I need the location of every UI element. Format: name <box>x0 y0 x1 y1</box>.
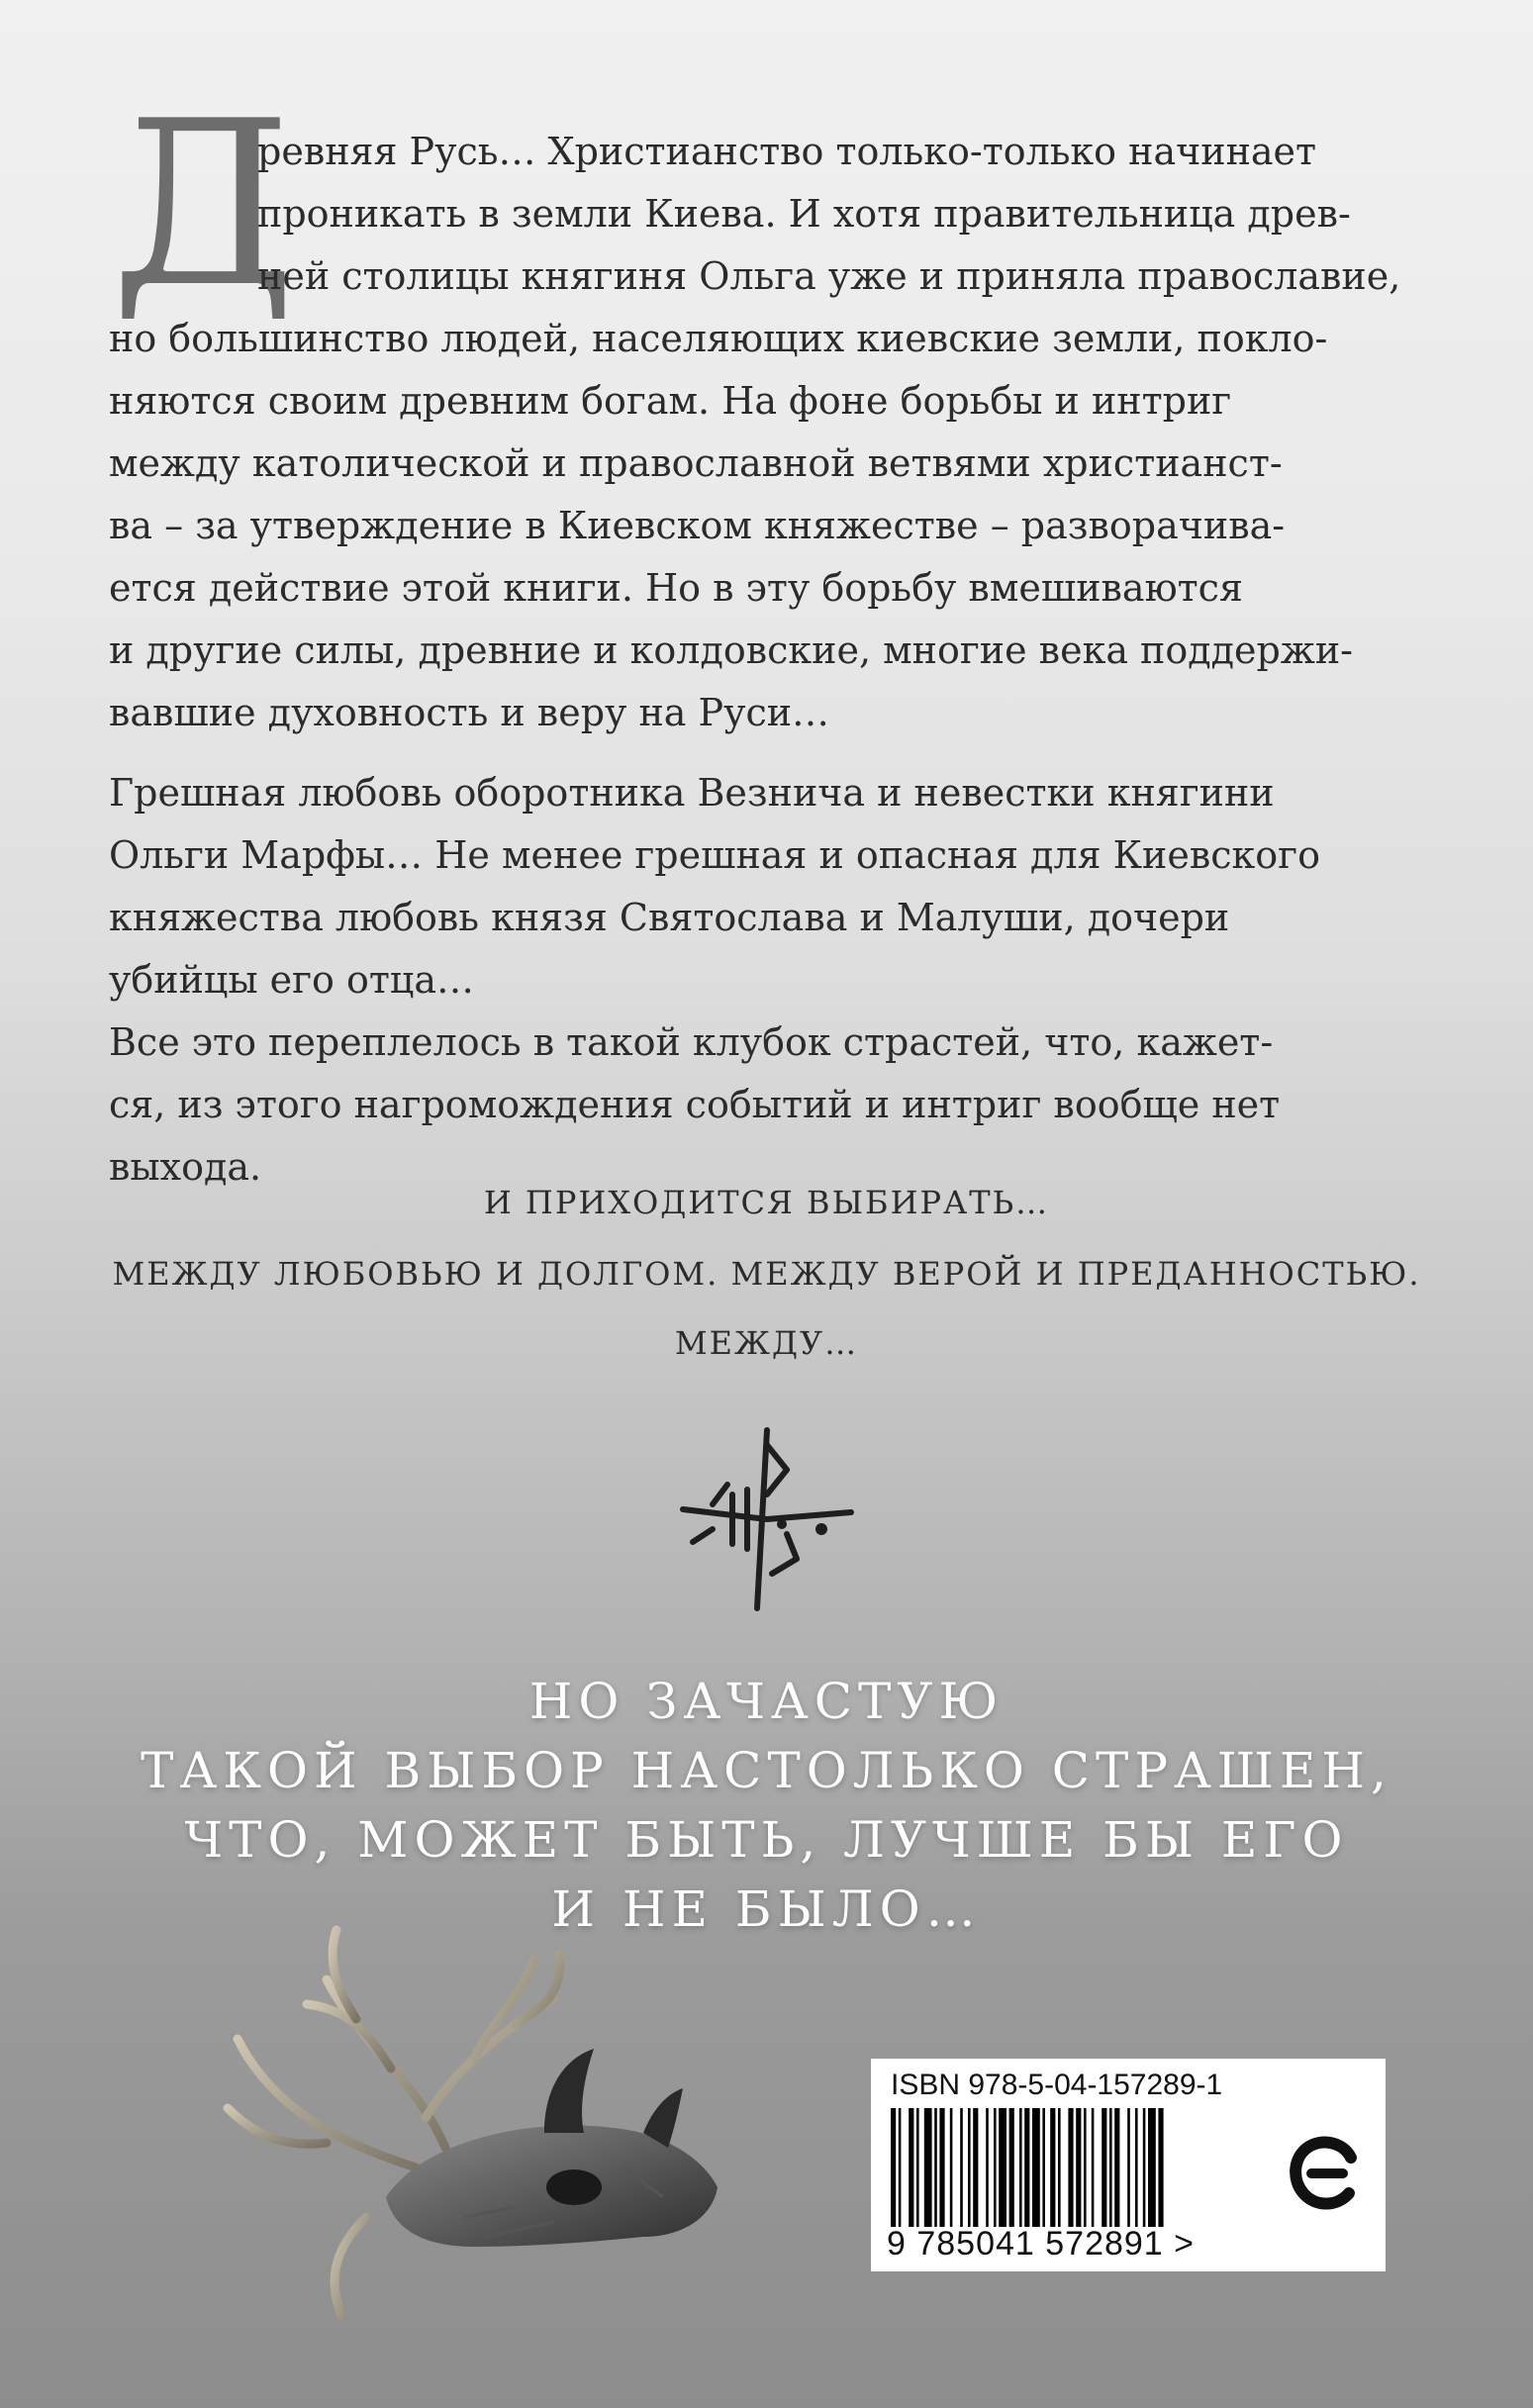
barcode-bar <box>1084 2108 1087 2227</box>
barcode-bar <box>1058 2108 1061 2227</box>
barcode-bar <box>1042 2108 1045 2227</box>
barcode-bar <box>1158 2108 1163 2227</box>
barcode-bar <box>1127 2108 1130 2227</box>
tagline-line-2: ТАКОЙ ВЫБОР НАСТОЛЬКО СТРАШЕН, <box>141 1742 1392 1799</box>
intro-paragraph <box>109 121 1425 744</box>
tagline-line-3: ЧТО, МОЖЕТ БЫТЬ, ЛУЧШЕ БЫ ЕГО <box>184 1811 1349 1869</box>
barcode-bar <box>891 2108 896 2227</box>
barcode-bar <box>934 2108 937 2227</box>
barcode-bar <box>916 2108 919 2227</box>
tagline-line-1: НО ЗАЧАСТУЮ <box>528 1673 1005 1730</box>
barcode-bar <box>1148 2108 1156 2227</box>
barcode-bar <box>1135 2108 1138 2227</box>
paragraph-line: убийцы его отца… <box>109 958 474 1002</box>
paragraph-line: ется действие этой книги. Но в эту борьбу вмешиваются <box>109 566 1243 610</box>
antlered-skull-illustration <box>218 1920 732 2336</box>
barcode-bar <box>1102 2108 1106 2227</box>
barcode-bar <box>1024 2108 1029 2227</box>
barcode-bar <box>994 2108 997 2227</box>
paragraph-line: но большинство людей, населяющих киевские земли, покло- <box>109 317 1328 360</box>
isbn-barcode-block <box>871 2059 1386 2271</box>
barcode-bar <box>924 2108 932 2227</box>
barcode-bar <box>899 2108 902 2227</box>
eksmo-logo-icon <box>1282 2128 1371 2217</box>
paragraph-line: ва – за утверждение в Киевском княжестве – разворачива- <box>109 504 1286 547</box>
paragraph-line: няются своим древним богам. На фоне борьбы и интриг <box>109 379 1232 423</box>
isbn-label: ISBN 978-5-04-157289-1 <box>891 2069 1223 2101</box>
rune-ornament-icon <box>673 1425 861 1613</box>
barcode-bar <box>1009 2108 1014 2227</box>
caps-line-between: МЕЖДУ ЛЮБОВЬЮ И ДОЛГОМ. МЕЖДУ ВЕРОЙ И ПРЕДАННОСТЬЮ. <box>112 1255 1421 1293</box>
barcode-bar <box>1143 2108 1146 2227</box>
barcode-bar <box>1092 2108 1095 2227</box>
paragraph-line: и другие силы, древние и колдовские, многие века поддержи- <box>109 628 1353 672</box>
paragraph-line: княжества любовь князя Святослава и Малуши, дочери <box>109 896 1230 939</box>
paragraph-line: Все это переплелось в такой клубок страстей, что, кажет- <box>109 1020 1274 1064</box>
tagline-line-4: И НЕ БЫЛО… <box>551 1880 982 1938</box>
barcode-bar <box>1076 2108 1081 2227</box>
barcode-bar <box>1050 2108 1055 2227</box>
paragraph-line: ней столицы княгиня Ольга уже и приняла православие, <box>257 254 1401 298</box>
barcode-bar <box>1032 2108 1040 2227</box>
barcode-bar <box>1068 2108 1073 2227</box>
barcode-bar <box>986 2108 989 2227</box>
paragraph-line: Грешная любовь оборотника Везнича и невестки княгини <box>109 771 1275 815</box>
paragraph-line: вавшие духовность и веру на Руси… <box>109 691 830 734</box>
caps-line-choose: И ПРИХОДИТСЯ ВЫБИРАТЬ… <box>483 1184 1050 1221</box>
barcode-digits: 9 785041 572891 > <box>887 2225 1196 2263</box>
second-paragraph <box>109 762 1425 1199</box>
paragraph-line: Ольги Марфы… Не менее грешная и опасная для Киевского <box>109 833 1320 877</box>
paragraph-line: проникать в земли Киева. И хотя правительница древ- <box>257 192 1351 236</box>
barcode-bar <box>968 2108 971 2227</box>
barcode-bar <box>1114 2108 1119 2227</box>
caps-line-between-short: МЕЖДУ… <box>674 1324 859 1362</box>
barcode-bar <box>999 2108 1006 2227</box>
barcode-bar <box>1019 2108 1022 2227</box>
paragraph-line: ревняя Русь… Христианство только-только начинает <box>257 130 1317 173</box>
paragraph-line: ся, из этого нагромождения событий и интриг вообще нет <box>109 1083 1281 1126</box>
barcode-bar <box>909 2108 913 2227</box>
barcode-icon <box>891 2108 1267 2227</box>
barcode-bar <box>973 2108 978 2227</box>
barcode-bar <box>960 2108 963 2227</box>
paragraph-line: между католической и православной ветвями христианст- <box>109 441 1283 485</box>
drop-cap-letter: Д <box>111 73 296 337</box>
barcode-bar <box>1109 2108 1112 2227</box>
barcode-bar <box>950 2108 953 2227</box>
paragraph-line: выхода. <box>109 1145 262 1189</box>
barcode-bar <box>939 2108 944 2227</box>
